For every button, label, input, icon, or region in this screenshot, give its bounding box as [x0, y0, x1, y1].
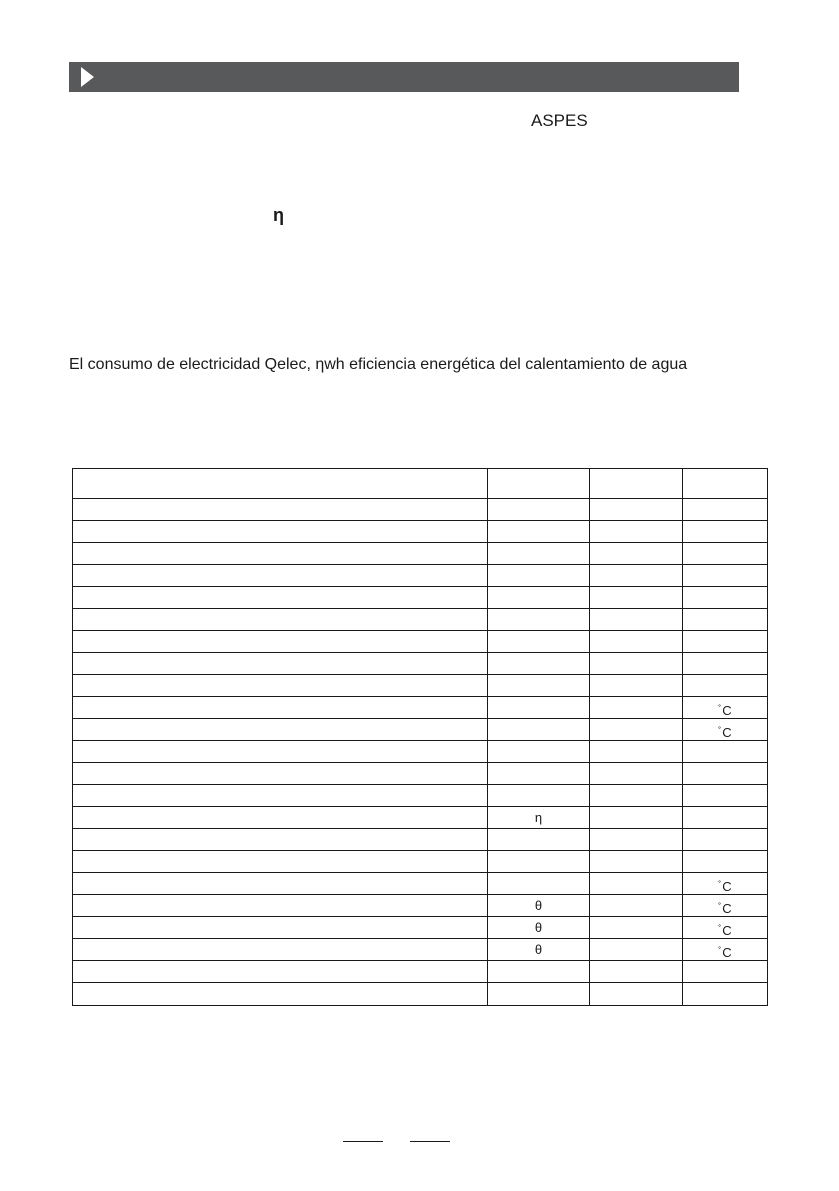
table-row — [73, 499, 768, 521]
description-cell — [73, 587, 488, 609]
unit-cell — [683, 807, 768, 829]
value-cell — [590, 697, 683, 719]
symbol-cell — [488, 697, 590, 719]
unit-cell — [683, 653, 768, 675]
description-cell — [73, 829, 488, 851]
description-cell — [73, 917, 488, 939]
symbol-cell — [488, 543, 590, 565]
symbol-cell — [488, 741, 590, 763]
symbol-cell — [488, 469, 590, 499]
symbol-cell — [488, 961, 590, 983]
symbol-cell — [488, 785, 590, 807]
description-cell — [73, 565, 488, 587]
footer-rule-right — [410, 1141, 450, 1142]
value-cell — [590, 807, 683, 829]
symbol-cell — [488, 565, 590, 587]
unit-cell — [683, 873, 768, 895]
description-cell — [73, 741, 488, 763]
degree-mark: ˚ — [718, 880, 722, 890]
description-cell — [73, 719, 488, 741]
unit-cell — [683, 829, 768, 851]
table-row — [73, 719, 768, 741]
table-row — [73, 785, 768, 807]
table-row — [73, 521, 768, 543]
unit-cell — [683, 763, 768, 785]
unit-cell — [683, 785, 768, 807]
symbol-cell: θ — [488, 895, 590, 917]
description-cell — [73, 851, 488, 873]
value-cell — [590, 851, 683, 873]
unit-cell — [683, 939, 768, 961]
value-cell — [590, 631, 683, 653]
symbol-cell: η — [488, 807, 590, 829]
description-cell — [73, 609, 488, 631]
symbol-cell — [488, 675, 590, 697]
value-cell — [590, 609, 683, 631]
unit-cell — [683, 521, 768, 543]
play-arrow-icon — [81, 67, 94, 87]
unit-cell — [683, 961, 768, 983]
table-row — [73, 631, 768, 653]
unit-cell — [683, 741, 768, 763]
description-cell — [73, 543, 488, 565]
table-row — [73, 697, 768, 719]
table-row — [73, 587, 768, 609]
unit-cell — [683, 917, 768, 939]
symbol-cell — [488, 851, 590, 873]
unit-cell — [683, 499, 768, 521]
symbol-cell: θ — [488, 939, 590, 961]
unit-cell — [683, 609, 768, 631]
table-row — [73, 653, 768, 675]
unit-cell — [683, 983, 768, 1006]
table-row — [73, 873, 768, 895]
value-cell — [590, 829, 683, 851]
unit-label: C — [722, 945, 732, 960]
table-row — [73, 895, 768, 917]
value-cell — [590, 763, 683, 785]
table-row — [73, 543, 768, 565]
description-cell — [73, 807, 488, 829]
value-cell — [590, 653, 683, 675]
footer-rule-left — [343, 1141, 383, 1142]
symbol-cell — [488, 609, 590, 631]
symbol-cell — [488, 983, 590, 1006]
degree-mark: ˚ — [718, 704, 722, 714]
value-cell — [590, 469, 683, 499]
description-cell — [73, 653, 488, 675]
table-row — [73, 469, 768, 499]
eta-symbol: η — [273, 205, 284, 225]
symbol-cell — [488, 499, 590, 521]
value-cell — [590, 521, 683, 543]
description-cell — [73, 631, 488, 653]
degree-mark: ˚ — [718, 924, 722, 934]
unit-cell — [683, 697, 768, 719]
unit-cell — [683, 675, 768, 697]
unit-label: C — [722, 703, 732, 718]
unit-label: C — [722, 725, 732, 740]
value-cell — [590, 785, 683, 807]
value-cell — [590, 939, 683, 961]
description-cell — [73, 895, 488, 917]
intro-paragraph: El consumo de electricidad Qelec, ηwh eficiencia energética del calentamiento de agua — [69, 356, 688, 373]
symbol-cell: θ — [488, 917, 590, 939]
symbol-cell — [488, 829, 590, 851]
description-cell — [73, 939, 488, 961]
description-cell — [73, 499, 488, 521]
description-cell — [73, 763, 488, 785]
unit-cell — [683, 851, 768, 873]
description-cell — [73, 521, 488, 543]
table-row — [73, 565, 768, 587]
value-cell — [590, 873, 683, 895]
table-row — [73, 829, 768, 851]
value-cell — [590, 983, 683, 1006]
value-cell — [590, 895, 683, 917]
table-row — [73, 609, 768, 631]
table-row — [73, 741, 768, 763]
unit-cell — [683, 587, 768, 609]
description-cell — [73, 983, 488, 1006]
unit-label: C — [722, 879, 732, 894]
unit-cell — [683, 543, 768, 565]
table-row — [73, 939, 768, 961]
value-cell — [590, 565, 683, 587]
description-cell — [73, 873, 488, 895]
description-cell — [73, 469, 488, 499]
value-cell — [590, 499, 683, 521]
section-header-bar — [69, 62, 739, 92]
unit-label: C — [722, 901, 732, 916]
table-row — [73, 807, 768, 829]
spec-table — [72, 468, 768, 1006]
description-cell — [73, 697, 488, 719]
symbol-cell — [488, 719, 590, 741]
symbol-cell — [488, 631, 590, 653]
unit-label: C — [722, 923, 732, 938]
symbol-cell — [488, 763, 590, 785]
symbol-cell — [488, 873, 590, 895]
table-row — [73, 763, 768, 785]
table-row — [73, 917, 768, 939]
symbol-cell — [488, 653, 590, 675]
brand-name: ASPES — [531, 111, 588, 130]
value-cell — [590, 917, 683, 939]
degree-mark: ˚ — [718, 726, 722, 736]
table-row — [73, 675, 768, 697]
table-row — [73, 961, 768, 983]
table-row — [73, 851, 768, 873]
value-cell — [590, 719, 683, 741]
table-row — [73, 983, 768, 1006]
symbol-cell — [488, 521, 590, 543]
description-cell — [73, 675, 488, 697]
value-cell — [590, 543, 683, 565]
value-cell — [590, 741, 683, 763]
unit-cell — [683, 469, 768, 499]
description-cell — [73, 785, 488, 807]
unit-cell — [683, 565, 768, 587]
degree-mark: ˚ — [718, 946, 722, 956]
unit-cell — [683, 631, 768, 653]
value-cell — [590, 961, 683, 983]
value-cell — [590, 587, 683, 609]
unit-cell — [683, 719, 768, 741]
description-cell — [73, 961, 488, 983]
value-cell — [590, 675, 683, 697]
symbol-cell — [488, 587, 590, 609]
degree-mark: ˚ — [718, 902, 722, 912]
unit-cell — [683, 895, 768, 917]
